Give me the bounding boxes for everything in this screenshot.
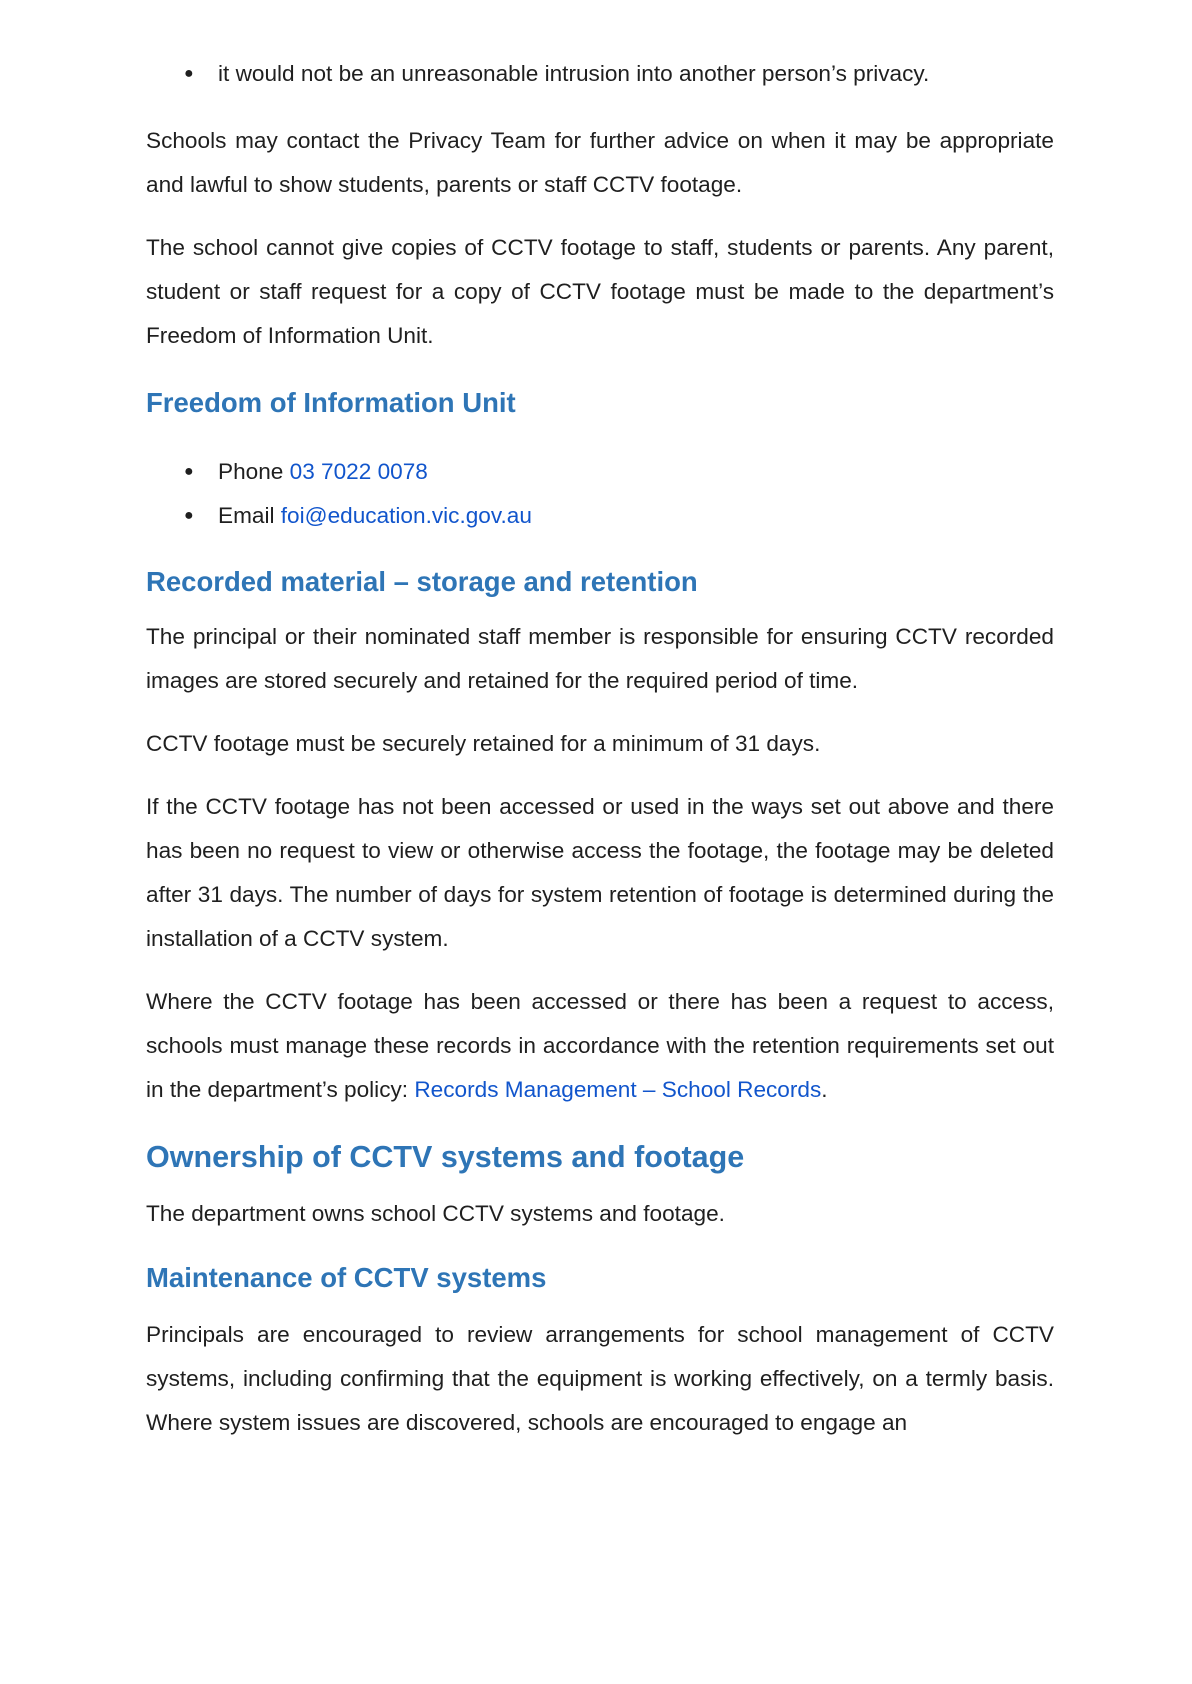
- bullet-icon: ●: [184, 507, 194, 524]
- maintenance-paragraph: Principals are encouraged to review arrangements for school management of CCTV systems, including confirming that the equipment is working effectively, on a termly basis. Where system issues are discovered, schools are encouraged to engage an: [146, 1322, 1054, 1435]
- list-item-text: it would not be an unreasonable intrusion into another person’s privacy.: [218, 61, 930, 86]
- maintenance-heading: Maintenance of CCTV systems: [146, 1262, 547, 1293]
- storage-paragraph-4: [146, 980, 1054, 1112]
- foi-heading: Freedom of Information Unit: [146, 387, 516, 418]
- foi-contact-list: [146, 450, 1054, 538]
- bullet-icon: ●: [184, 463, 194, 480]
- copies-paragraph: The school cannot give copies of CCTV footage to staff, students or parents. Any parent, student or staff request for a copy of CCTV footage must be made to the department’s Freedom of Information Unit.: [146, 235, 1054, 348]
- records-management-link[interactable]: Records Management – School Records: [414, 1077, 822, 1102]
- email-item: [146, 494, 1054, 538]
- email-label: Email: [218, 503, 275, 528]
- phone-item: [146, 450, 1054, 494]
- ownership-heading: Ownership of CCTV systems and footage: [146, 1140, 745, 1174]
- phone-label: Phone: [218, 459, 284, 484]
- storage-paragraph-4-text: Where the CCTV footage has been accessed or there has been a request to access, schools must manage these records in accordance with the retention requirements set out in the department’s policy:: [146, 989, 1054, 1102]
- bullet-icon: ●: [184, 65, 194, 82]
- storage-paragraph-4-end: .: [821, 1077, 828, 1102]
- privacy-team-paragraph: Schools may contact the Privacy Team for further advice on when it may be appropriate and lawful to show students, parents or staff CCTV footage.: [146, 128, 1054, 197]
- ownership-paragraph: The department owns school CCTV systems and footage.: [146, 1201, 725, 1226]
- email-link[interactable]: foi@education.vic.gov.au: [280, 503, 532, 528]
- privacy-conditions-list: [146, 52, 1054, 96]
- list-item: [146, 52, 1054, 96]
- storage-paragraph-2: CCTV footage must be securely retained for a minimum of 31 days.: [146, 731, 821, 756]
- storage-heading: Recorded material – storage and retention: [146, 566, 698, 597]
- storage-paragraph-3: If the CCTV footage has not been accessed or used in the ways set out above and there has been no request to view or otherwise access the footage, the footage may be deleted after 31 days. The number of days for system retention of footage is determined during the installation of a CCTV system.: [146, 794, 1054, 951]
- storage-paragraph-1: The principal or their nominated staff member is responsible for ensuring CCTV recorded images are stored securely and retained for the required period of time.: [146, 624, 1054, 693]
- phone-link[interactable]: 03 7022 0078: [289, 459, 428, 484]
- document-page: [146, 0, 1054, 1445]
